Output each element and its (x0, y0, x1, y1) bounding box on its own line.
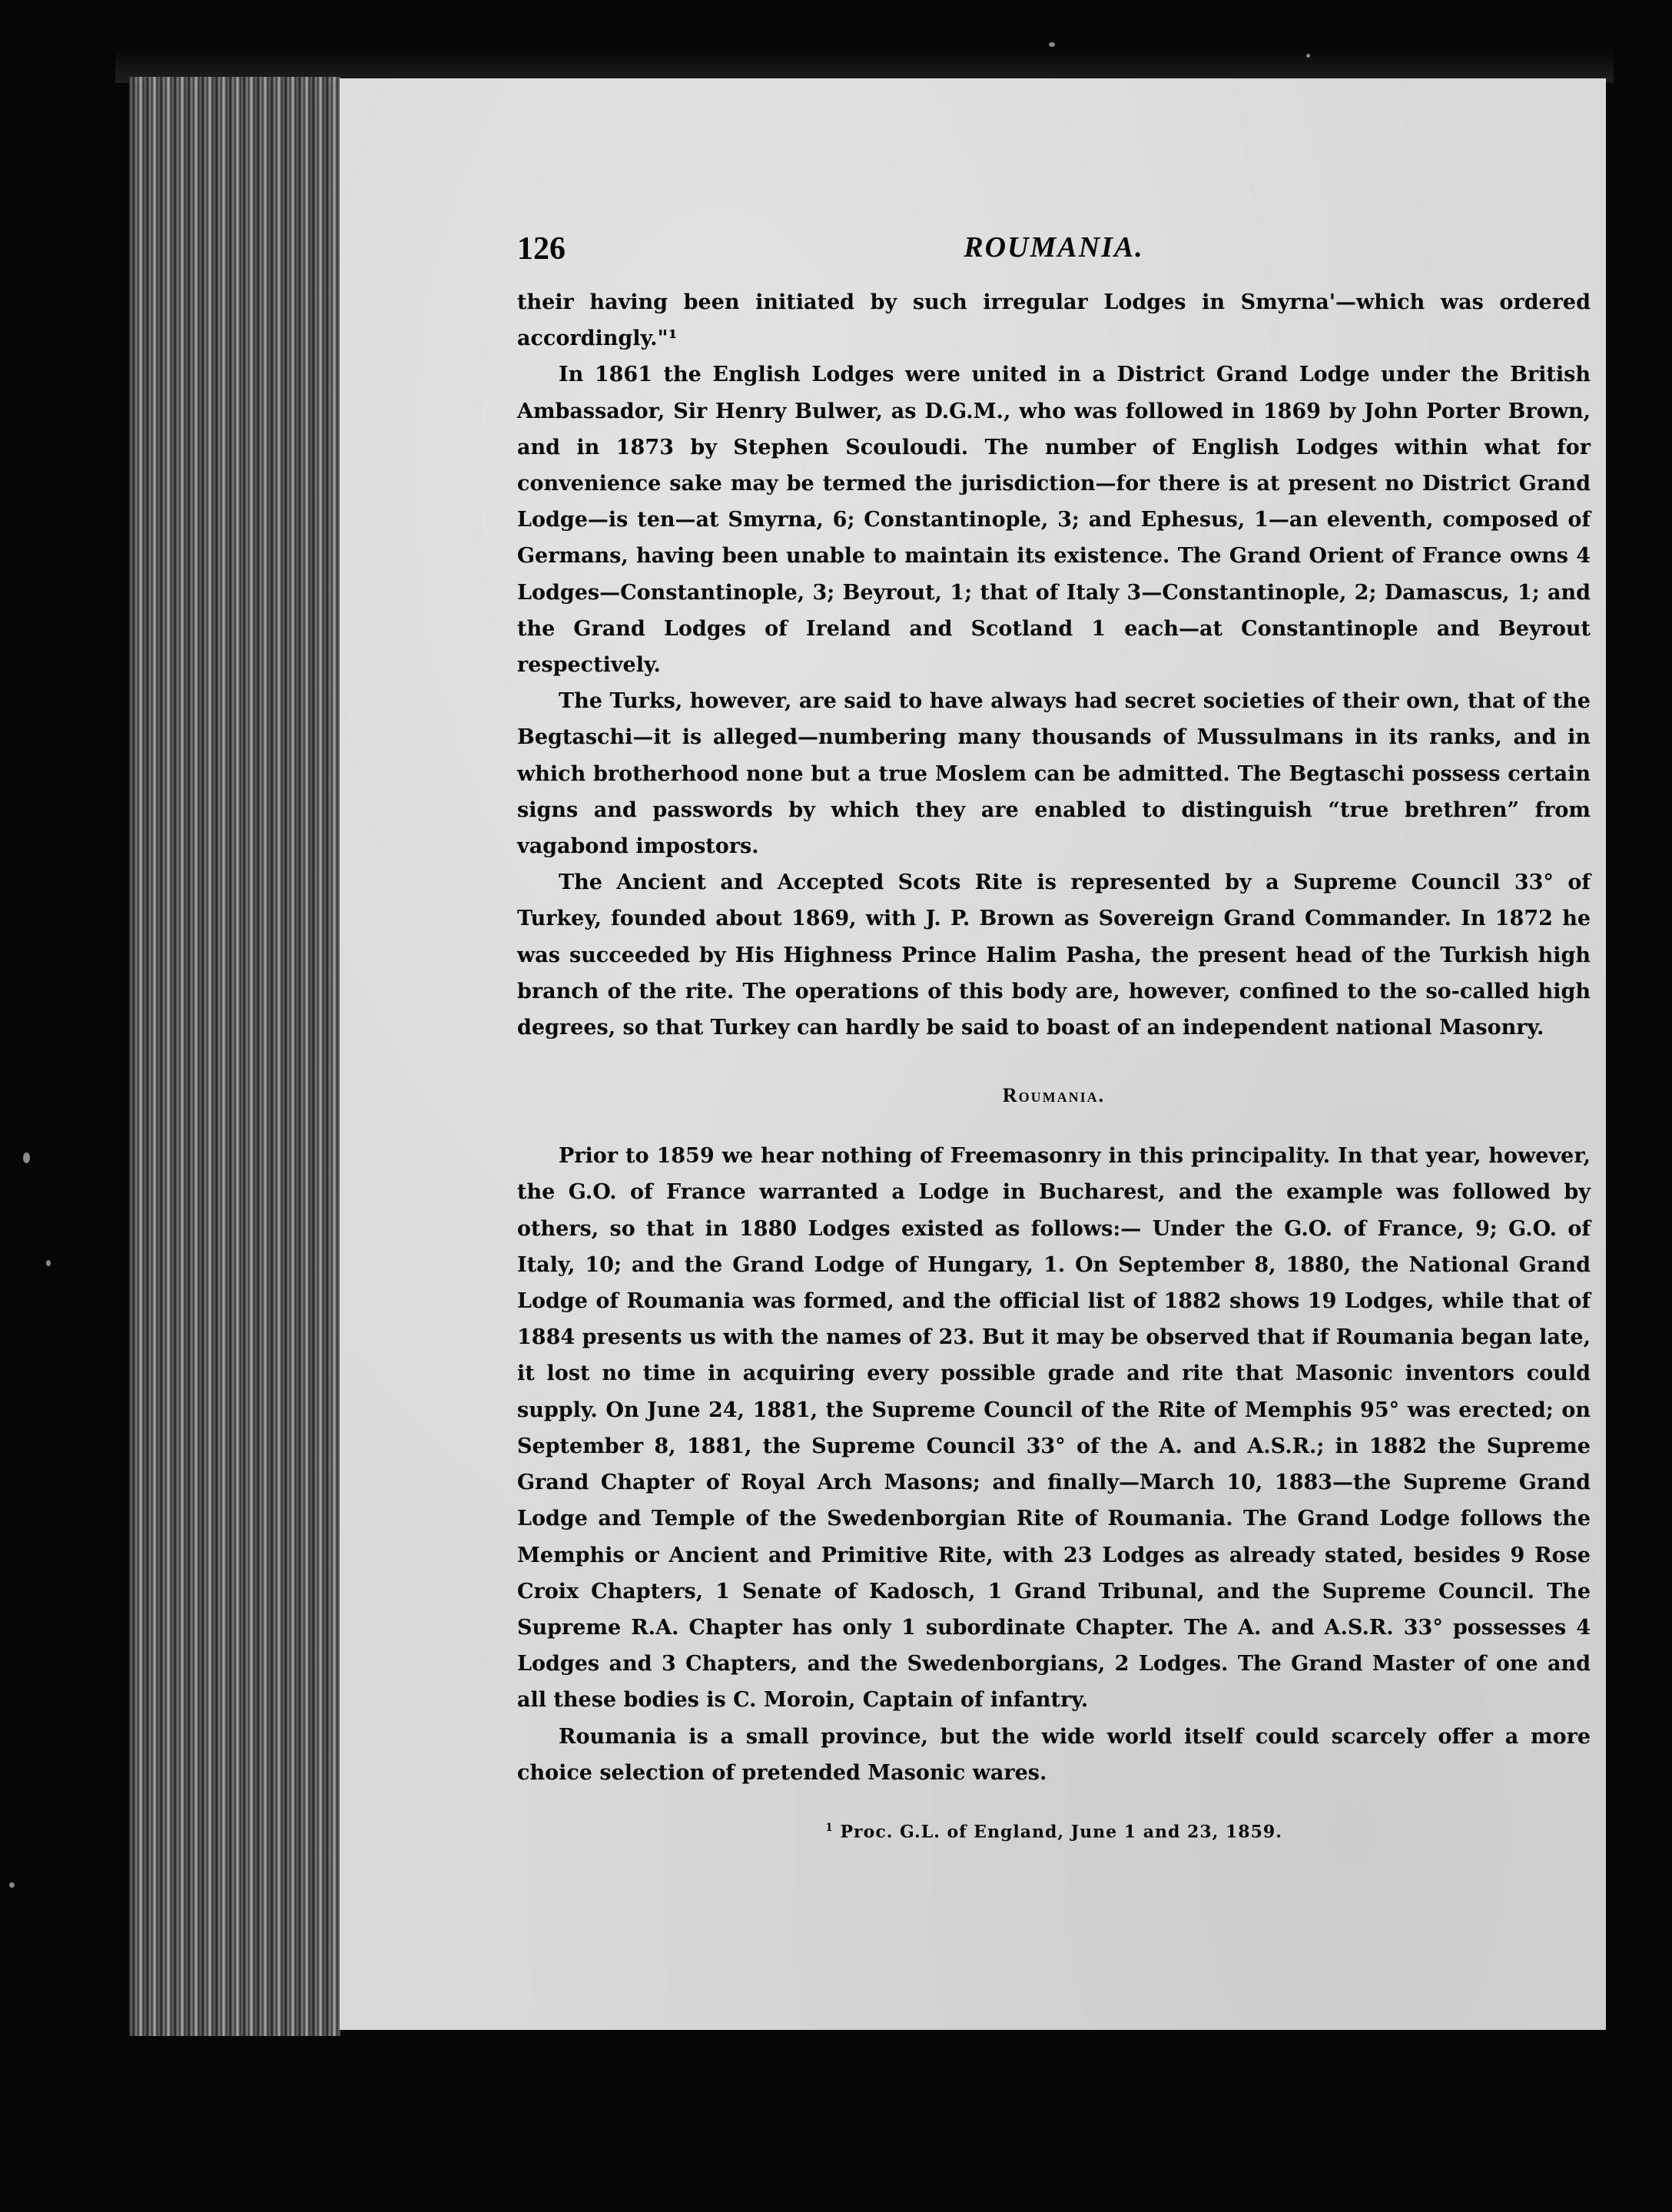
dust-speck (23, 1152, 30, 1163)
page-edges-stack (129, 77, 340, 2036)
page-number: 126 (517, 231, 566, 267)
dust-speck (9, 1882, 15, 1888)
paragraph-continuation: their having been initiated by such irregular Lodges in Smyrna'—which was ordered accordingly."¹ (517, 290, 1591, 351)
paragraph-roumania-history: Prior to 1859 we hear nothing of Freemasonry in this principality. In that year, however, the G.O. of France warranted a Lodge in Bucharest, and the example was followed by others, so that in 1880 Lodges existed as follows:— Under the G.O. of France, 9; G.O. of Italy, 10; and the Grand Lodge of Hungary, 1. On September 8, 1880, the National Grand Lodge of Roumania was formed, and the official list of 1882 shows 19 Lodges, while that of 1884 presents us with the names of 23. But it may be observed that if Roumania began late, it lost no time in acquiring every possible grade and rite that Masonic inventors could supply. On June 24, 1881, the Supreme Council of the Rite of Memphis 95° was erected; on September 8, 1881, the Supreme Council 33° of the A. and A.S.R.; in 1882 the Supreme Grand Chapter of Royal Arch Masons; and finally—March 10, 1883—the Supreme Grand Lodge and Temple of the Swedenborgian Rite of Roumania. The Grand Lodge follows the Memphis or Ancient and Primitive Rite, with 23 Lodges as already stated, besides 9 Rose Croix Chapters, 1 Senate of Kadosch, 1 Grand Tribunal, and the Supreme Council. The Supreme R.A. Chapter has only 1 subordinate Chapter. The A. and A.S.R. 33° possesses 4 Lodges and 3 Chapters, and the Swedenborgians, 2 Lodges. The Grand Master of one and all these bodies is C. Moroin, Captain of infantry. (517, 1144, 1591, 1713)
footnote-marker: 1 (825, 1821, 834, 1834)
page-text (517, 230, 1591, 1842)
section-heading: Roumania. (1002, 1084, 1106, 1107)
footnote-text: Proc. G.L. of England, June 1 and 23, 1859. (840, 1822, 1282, 1842)
paragraph-begtaschi: The Turks, however, are said to have always had secret societies of their own, that of the Begtaschi—it is alleged—numbering many thousands of Mussulmans in its ranks, and in which brotherhood none but a true Moslem can be admitted. The Begtaschi possess certain signs and passwords by which they are enabled to distinguish “true brethren” from vagabond impostors. (517, 689, 1591, 859)
running-head (517, 230, 1591, 284)
footnote (517, 1822, 1591, 1842)
dust-speck (1306, 54, 1310, 58)
dust-speck (46, 1260, 51, 1266)
dust-speck (1049, 42, 1055, 47)
paragraph-roumania-summary: Roumania is a small province, but the wide world itself could scarcely offer a more choice selection of pretended Masonic wares. (517, 1724, 1591, 1785)
running-title: ROUMANIA. (964, 231, 1144, 264)
paragraph-english-lodges: In 1861 the English Lodges were united in a District Grand Lodge under the British Ambassador, Sir Henry Bulwer, as D.G.M., who was followed in 1869 by John Porter Brown, and in 1873 by Stephen Scouloudi. The number of English Lodges within what for convenience sake may be termed the jurisdiction—for there is at present no District Grand Lodge—is ten—at Smyrna, 6; Constantinople, 3; and Ephesus, 1—an eleventh, composed of Germans, having been unable to maintain its existence. The Grand Orient of France owns 4 Lodges—Constantinople, 3; Beyrout, 1; that of Italy 3—Constantinople, 2; Damascus, 1; and the Grand Lodges of Ireland and Scotland 1 each—at Constantinople and Beyrout respectively. (517, 363, 1591, 678)
paragraph-scots-rite: The Ancient and Accepted Scots Rite is represented by a Supreme Council 33° of Turkey, founded about 1869, with J. P. Brown as Sovereign Grand Commander. In 1872 he was succeeded by His Highness Prince Halim Pasha, the present head of the Turkish high branch of the rite. The operations of this body are, however, confined to the so-called high degrees, so that Turkey can hardly be said to boast of an independent national Masonry. (517, 871, 1591, 1040)
